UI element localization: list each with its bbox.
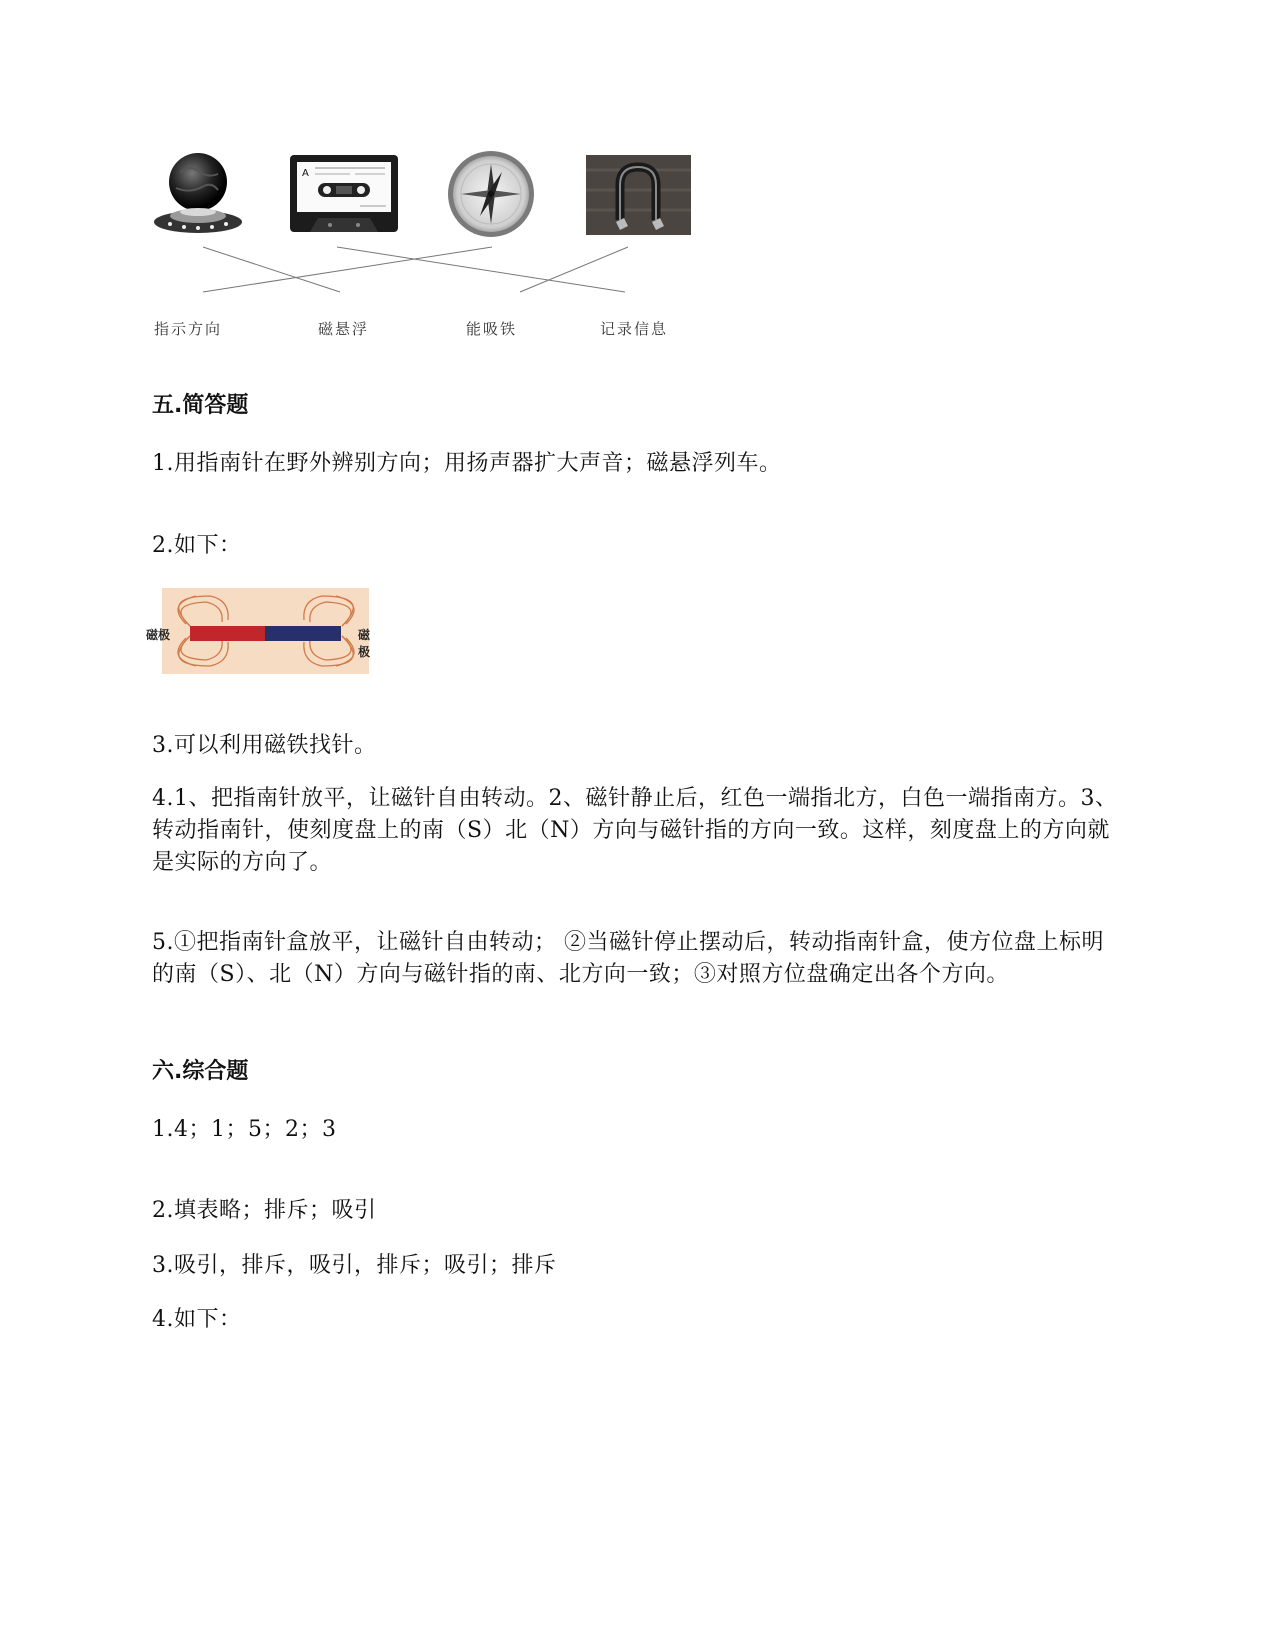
- svg-text:A: A: [302, 168, 309, 179]
- section-6-title: 六.综合题: [152, 1059, 249, 1084]
- section-6-answer-2: 2.填表略；排斥；吸引: [152, 1198, 377, 1223]
- match-label-direction: 指示方向: [154, 320, 223, 338]
- levitating-globe-image: [154, 153, 242, 233]
- section-5-answer-3: 3.可以利用磁铁找针。: [152, 733, 377, 758]
- magnet-blue-half: [265, 626, 341, 641]
- compass-image: [448, 151, 534, 237]
- section-5-answer-4: 4.1、把指南针放平，让磁针自由转动。2、磁针静止后，红色一端指北方，白色一端指南方。3、转动指南针，使刻度盘上的南（S）北（N）方向与磁针指的方向一致。这样，刻度盘上的方向就是实际的方向了。: [152, 786, 1118, 875]
- cassette-tape-image: [290, 155, 398, 232]
- match-label-record-info: 记录信息: [600, 320, 669, 338]
- magnet-red-half: [190, 626, 265, 641]
- match-label-levitation: 磁悬浮: [318, 320, 370, 338]
- magnetic-field-lines: [162, 588, 369, 674]
- section-6-answer-4: 4.如下：: [152, 1307, 242, 1332]
- matching-lines: [203, 247, 628, 292]
- match-label-attract-iron: 能吸铁: [466, 320, 518, 338]
- section-5-answer-2: 2.如下：: [152, 533, 242, 558]
- bar-magnet-figure: [146, 588, 371, 674]
- magnet-pole-left-label: 磁极: [146, 628, 171, 642]
- horseshoe-magnet-image: [586, 155, 691, 235]
- section-5-answer-1: 1.用指南针在野外辨别方向；用扬声器扩大声音；磁悬浮列车。: [152, 451, 782, 476]
- section-6-answer-3: 3.吸引，排斥，吸引，排斥；吸引；排斥: [152, 1253, 557, 1278]
- matching-figure: [150, 150, 710, 310]
- section-5-title: 五.简答题: [152, 393, 249, 418]
- section-5-answer-5: 5.①把指南针盒放平，让磁针自由转动； ②当磁针停止摆动后，转动指南针盒，使方位盘上标明的南（S）、北（N）方向与磁针指的南、北方向一致；③对照方位盘确定出各个方向。: [152, 930, 1104, 987]
- section-6-answer-1: 1.4；1；5；2；3: [152, 1117, 337, 1142]
- magnet-pole-right-label: 磁极: [358, 628, 371, 659]
